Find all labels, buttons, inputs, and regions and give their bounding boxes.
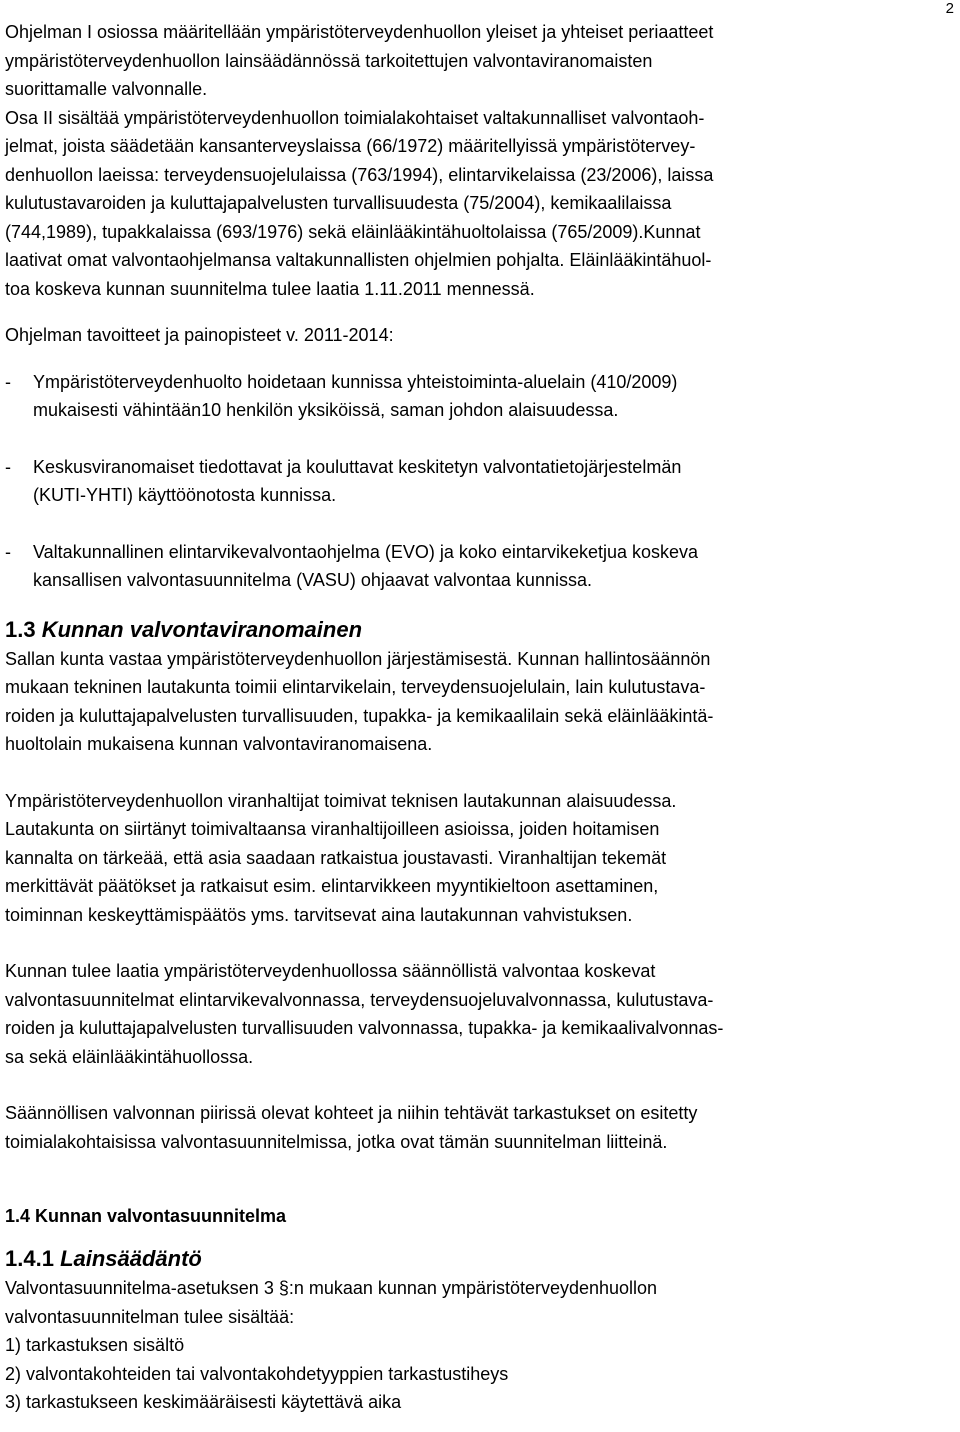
text-line: Valvontasuunnitelma-asetuksen 3 §:n mukaan kunnan ympäristöterveydenhuollon	[5, 1278, 658, 1298]
section-heading-1-3	[5, 615, 945, 645]
text-line: roiden ja kuluttajapalvelusten turvallisuuden, tupakka- ja kemikaalilain sekä eläinlääkintä-	[5, 705, 714, 726]
text-line: toiminnan keskeyttämispäätös yms. tarvitsevat aina lautakunnan vahvistuksen.	[5, 904, 633, 925]
section-title: Lainsäädäntö	[60, 1246, 202, 1271]
list-dash: -	[5, 371, 11, 392]
section-1-4-1-paragraph	[5, 1274, 945, 1417]
text-line: Osa II sisältää ympäristöterveydenhuollon toimialakohtaiset valtakunnalliset valvontaoh-	[5, 107, 705, 128]
page-number: 2	[945, 0, 954, 17]
text-line: (744,1989), tupakkalaissa (693/1976) sekä eläinlääkintähuoltolaissa (765/2009).Kunnat	[5, 221, 701, 242]
goal-item-1	[5, 368, 945, 425]
text-line: Lautakunta on siirtänyt toimivaltaansa viranhaltijoilleen asioissa, joiden hoitamisen	[5, 819, 660, 839]
text-line: Sallan kunta vastaa ympäristöterveydenhuollon järjestämisestä. Kunnan hallintosäännön	[5, 648, 711, 669]
intro-paragraph-1	[5, 18, 945, 104]
goals-title: Ohjelman tavoitteet ja painopisteet v. 2011-2014:	[5, 325, 394, 345]
list-line: 2) valvontakohteiden tai valvontakohdetyyppien tarkastustiheys	[5, 1363, 509, 1384]
text-line: huoltolain mukaisena kunnan valvontaviranomaisena.	[5, 734, 433, 754]
text-line: toa koskeva kunnan suunnitelma tulee laatia 1.11.2011 mennessä.	[5, 278, 535, 299]
section-1-3-paragraph-3	[5, 957, 945, 1071]
section-heading-1-4: 1.4 Kunnan valvontasuunnitelma	[5, 1206, 287, 1226]
list-dash: -	[5, 456, 11, 477]
text-line: valvontasuunnitelmat elintarvikevalvonnassa, terveydensuojeluvalvonnassa, kulutustava-	[5, 989, 714, 1010]
text-line: (KUTI-YHTI) käyttöönotosta kunnissa.	[33, 485, 337, 505]
text-line: merkittävät päätökset ja ratkaisut esim. elintarvikkeen myyntikieltoon asettaminen,	[5, 876, 659, 896]
list-text	[33, 368, 945, 425]
section-1-3-paragraph-2	[5, 787, 945, 930]
text-line: Ympäristöterveydenhuolto hoidetaan kunnissa yhteistoiminta-aluelain (410/2009)	[33, 371, 678, 392]
text-line: toimialakohtaisissa valvontasuunnitelmissa, jotka ovat tämän suunnitelman liitteinä.	[5, 1131, 668, 1152]
section-1-3-paragraph-4	[5, 1099, 945, 1156]
text-line: kannalta on tärkeää, että asia saadaan ratkaistua joustavasti. Viranhaltijan tekemät	[5, 847, 667, 868]
intro-paragraph-2	[5, 104, 945, 304]
goal-item-3	[5, 538, 945, 595]
text-line: Ohjelman I osiossa määritellään ympäristöterveydenhuollon yleiset ja yhteiset periaatteet	[5, 22, 714, 42]
text-line: Säännöllisen valvonnan piirissä olevat kohteet ja niihin tehtävät tarkastukset on esitetty	[5, 1103, 698, 1123]
list-line: 1) tarkastuksen sisältö	[5, 1335, 185, 1355]
text-line: suorittamalle valvonnalle.	[5, 79, 208, 99]
text-line: Kunnan tulee laatia ympäristöterveydenhuollossa säännöllistä valvontaa koskevat	[5, 961, 656, 981]
section-heading-1-4-1	[5, 1244, 945, 1274]
section-title: Kunnan valvontaviranomainen	[41, 616, 363, 642]
text-line: sa sekä eläinlääkintähuollossa.	[5, 1046, 254, 1067]
section-number: 1.3	[5, 616, 36, 642]
goal-item-2	[5, 453, 945, 510]
list-dash: -	[5, 541, 11, 562]
text-line: kulutustavaroiden ja kuluttajapalvelusten turvallisuudesta (75/2004), kemikaalilaissa	[5, 193, 672, 213]
text-line: mukaan tekninen lautakunta toimii elintarvikelain, terveydensuojelulain, lain kulutustava-	[5, 677, 706, 697]
text-line: Ympäristöterveydenhuollon viranhaltijat toimivat teknisen lautakunnan alaisuudessa.	[5, 790, 677, 811]
text-line: valvontasuunnitelman tulee sisältää:	[5, 1306, 295, 1327]
section-1-3-paragraph-1	[5, 645, 945, 759]
text-line: laativat omat valvontaohjelmansa valtakunnallisten ohjelmien pohjalta. Eläinlääkintähuol-	[5, 250, 712, 270]
document-body	[5, 18, 945, 1417]
section-number: 1.4.1	[5, 1246, 54, 1271]
text-line: Valtakunnallinen elintarvikevalvontaohjelma (EVO) ja koko eintarvikeketjua koskeva	[33, 541, 699, 562]
text-line: roiden ja kuluttajapalvelusten turvallisuuden valvonnassa, tupakka- ja kemikaalivalvonnas-	[5, 1018, 724, 1038]
text-line: ympäristöterveydenhuollon lainsäädännössä tarkoitettujen valvontaviranomaisten	[5, 50, 653, 71]
text-line: jelmat, joista säädetään kansanterveyslaissa (66/1972) määritellyissä ympäristötervey-	[5, 136, 696, 156]
list-line: 3) tarkastukseen keskimääräisesti käytettävä aika	[5, 1392, 402, 1412]
list-text	[33, 538, 945, 595]
text-line: mukaisesti vähintään10 henkilön yksiköissä, saman johdon alaisuudessa.	[33, 400, 619, 420]
text-line: Keskusviranomaiset tiedottavat ja kouluttavat keskitetyn valvontatietojärjestelmän	[33, 456, 682, 477]
text-line: kansallisen valvontasuunnitelma (VASU) ohjaavat valvontaa kunnissa.	[33, 570, 592, 590]
list-text	[33, 453, 945, 510]
text-line: denhuollon laeissa: terveydensuojelulaissa (763/1994), elintarvikelaissa (23/2006), laissa	[5, 164, 714, 185]
